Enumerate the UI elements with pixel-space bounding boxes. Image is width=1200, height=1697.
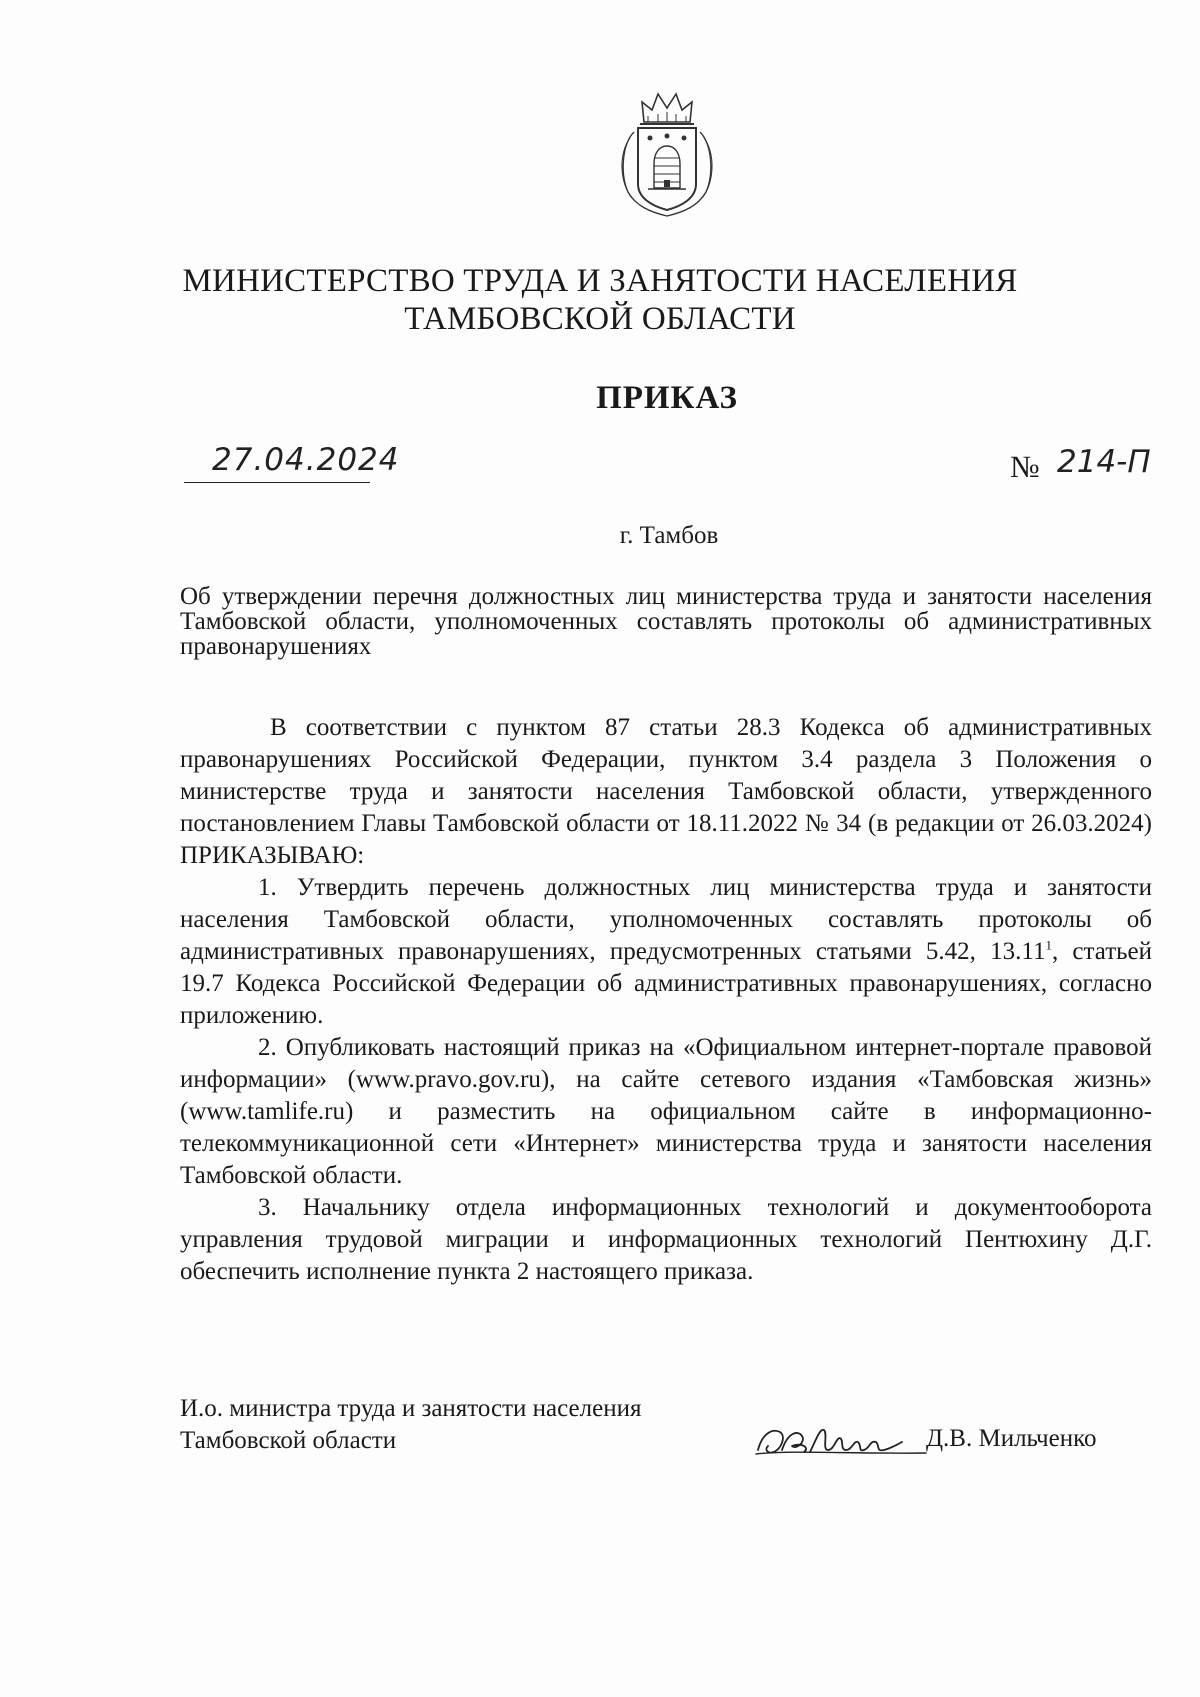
ministry-name-line2: ТАМБОВСКОЙ ОБЛАСТИ xyxy=(404,301,796,337)
ministry-name-line1: МИНИСТЕРСТВО ТРУДА И ЗАНЯТОСТИ НАСЕЛЕНИЯ xyxy=(182,263,1018,299)
item-1-paragraph xyxy=(180,872,1152,1032)
order-date: 27.04.2024 xyxy=(212,442,400,478)
date-underline xyxy=(184,482,370,483)
item-3-paragraph: 3. Начальнику отдела информационных технологий и документооборота управления трудовой миграции и информационных технологий Пентюхину Д.Г. обеспечить исполнение пункта 2 настоящего приказа. xyxy=(180,1194,1152,1285)
preamble-paragraph: В соответствии с пунктом 87 статьи 28.3 Кодекса об административных правонарушениях Российской Федерации, пунктом 3.4 раздела 3 Положения о министерстве труда и занятости населения Тамбовской области, утвержденного постановлением Главы Тамбовской области от 18.11.2022 № 34 (в редакции от 26.03.2024) ПРИКАЗЫВАЮ: xyxy=(180,714,1152,869)
order-body xyxy=(180,712,1152,1288)
signatory-position-line2: Тамбовской области xyxy=(180,1427,397,1454)
tambov-coat-of-arms-icon xyxy=(614,88,720,220)
signatory-position-line1: И.о. министра труда и занятости населения xyxy=(180,1395,642,1422)
order-subject: Об утверждении перечня должностных лиц министерства труда и занятости населения Тамбовской области, уполномоченных составлять протоколы об административных правонарушениях xyxy=(180,583,1152,660)
order-title: ПРИКАЗ xyxy=(596,380,738,416)
order-number-label: № xyxy=(1010,449,1040,484)
signatory-name: Д.В. Мильченко xyxy=(926,1425,1097,1452)
item-1-text: 1. Утвердить перечень должностных лиц министерства труда и занятости населения Тамбовской области, уполномоченных составлять протоколы об административных правонарушениях, предусмотренных статьями 5.42, 13.11 xyxy=(180,874,1152,965)
signatory-position xyxy=(180,1393,740,1457)
item-1-text-end: , статьей 19.7 Кодекса Российской Федерации об административных правонарушениях, согласно приложению. xyxy=(180,938,1152,1029)
ministry-name xyxy=(0,262,1200,338)
order-number: 214-П xyxy=(1057,444,1151,480)
handwritten-signature-icon xyxy=(752,1420,928,1460)
item-2-paragraph: 2. Опубликовать настоящий приказ на «Официальном интернет-портале правовой информации» (www.pravo.gov.ru), на сайте сетевого издания «Тамбовская жизнь» (www.tamlife.ru) и разместить на официальном сайте в информационно-телекоммуникационной сети «Интернет» министерства труда и занятости населения Тамбовской области. xyxy=(180,1034,1152,1189)
city: г. Тамбов xyxy=(619,522,719,549)
item-1-superscript: 1 xyxy=(1045,937,1052,953)
